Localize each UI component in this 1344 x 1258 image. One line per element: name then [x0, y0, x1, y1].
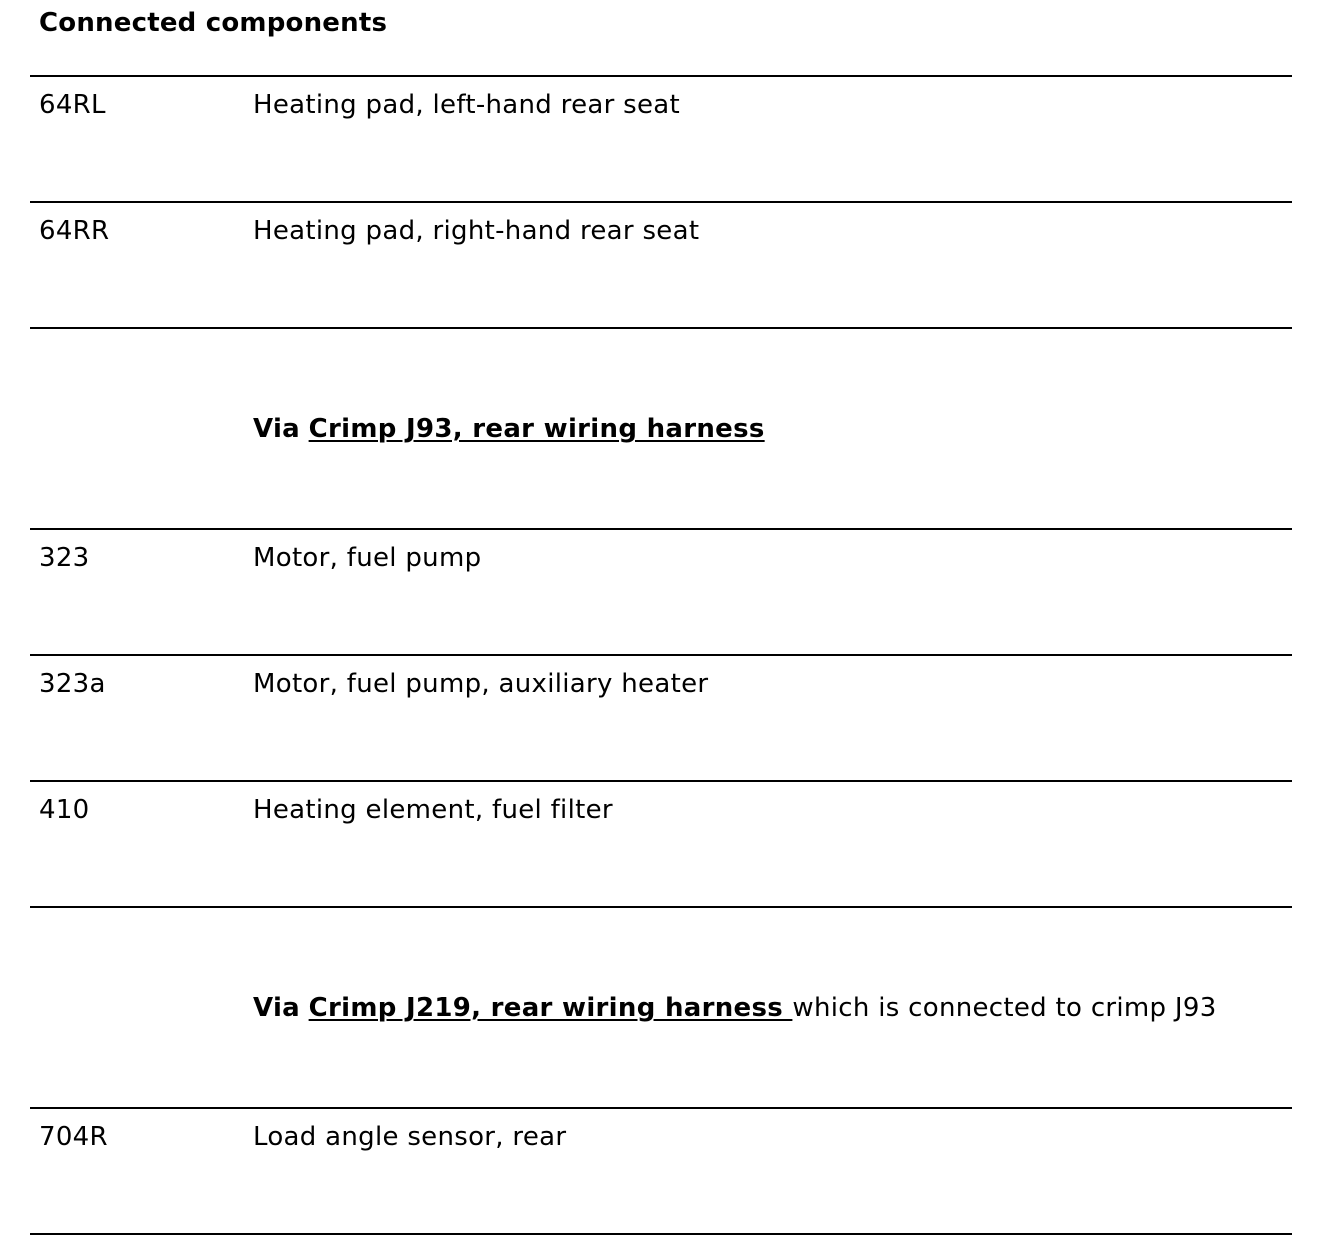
section-header-j93	[30, 329, 1292, 530]
component-description: Load angle sensor, rear	[253, 1122, 567, 1152]
component-description: Heating pad, right-hand rear seat	[253, 216, 700, 246]
table-row	[30, 656, 1292, 782]
component-code: 410	[39, 795, 90, 825]
section-heading	[253, 414, 765, 444]
component-description: Motor, fuel pump	[253, 543, 482, 573]
table-row	[30, 77, 1292, 203]
section-header-j219	[30, 908, 1292, 1109]
crimp-j93-link[interactable]: Crimp J93, rear wiring harness	[308, 414, 765, 444]
table-row	[30, 203, 1292, 329]
via-prefix: Via	[253, 993, 301, 1023]
component-code: 704R	[39, 1122, 108, 1152]
table-row	[30, 1109, 1292, 1235]
connected-components-table	[30, 75, 1292, 1235]
component-code: 64RL	[39, 90, 106, 120]
section-suffix: which is connected to crimp J93	[792, 993, 1217, 1023]
component-code: 64RR	[39, 216, 110, 246]
crimp-j219-link[interactable]: Crimp J219, rear wiring harness	[308, 993, 793, 1023]
table-row	[30, 782, 1292, 908]
component-code: 323	[39, 543, 90, 573]
component-code: 323a	[39, 669, 106, 699]
via-prefix: Via	[253, 414, 301, 444]
component-description: Heating pad, left-hand rear seat	[253, 90, 681, 120]
page-title: Connected components	[39, 8, 388, 38]
component-description: Heating element, fuel filter	[253, 795, 613, 825]
table-row	[30, 530, 1292, 656]
section-heading	[253, 993, 1217, 1023]
component-description: Motor, fuel pump, auxiliary heater	[253, 669, 709, 699]
